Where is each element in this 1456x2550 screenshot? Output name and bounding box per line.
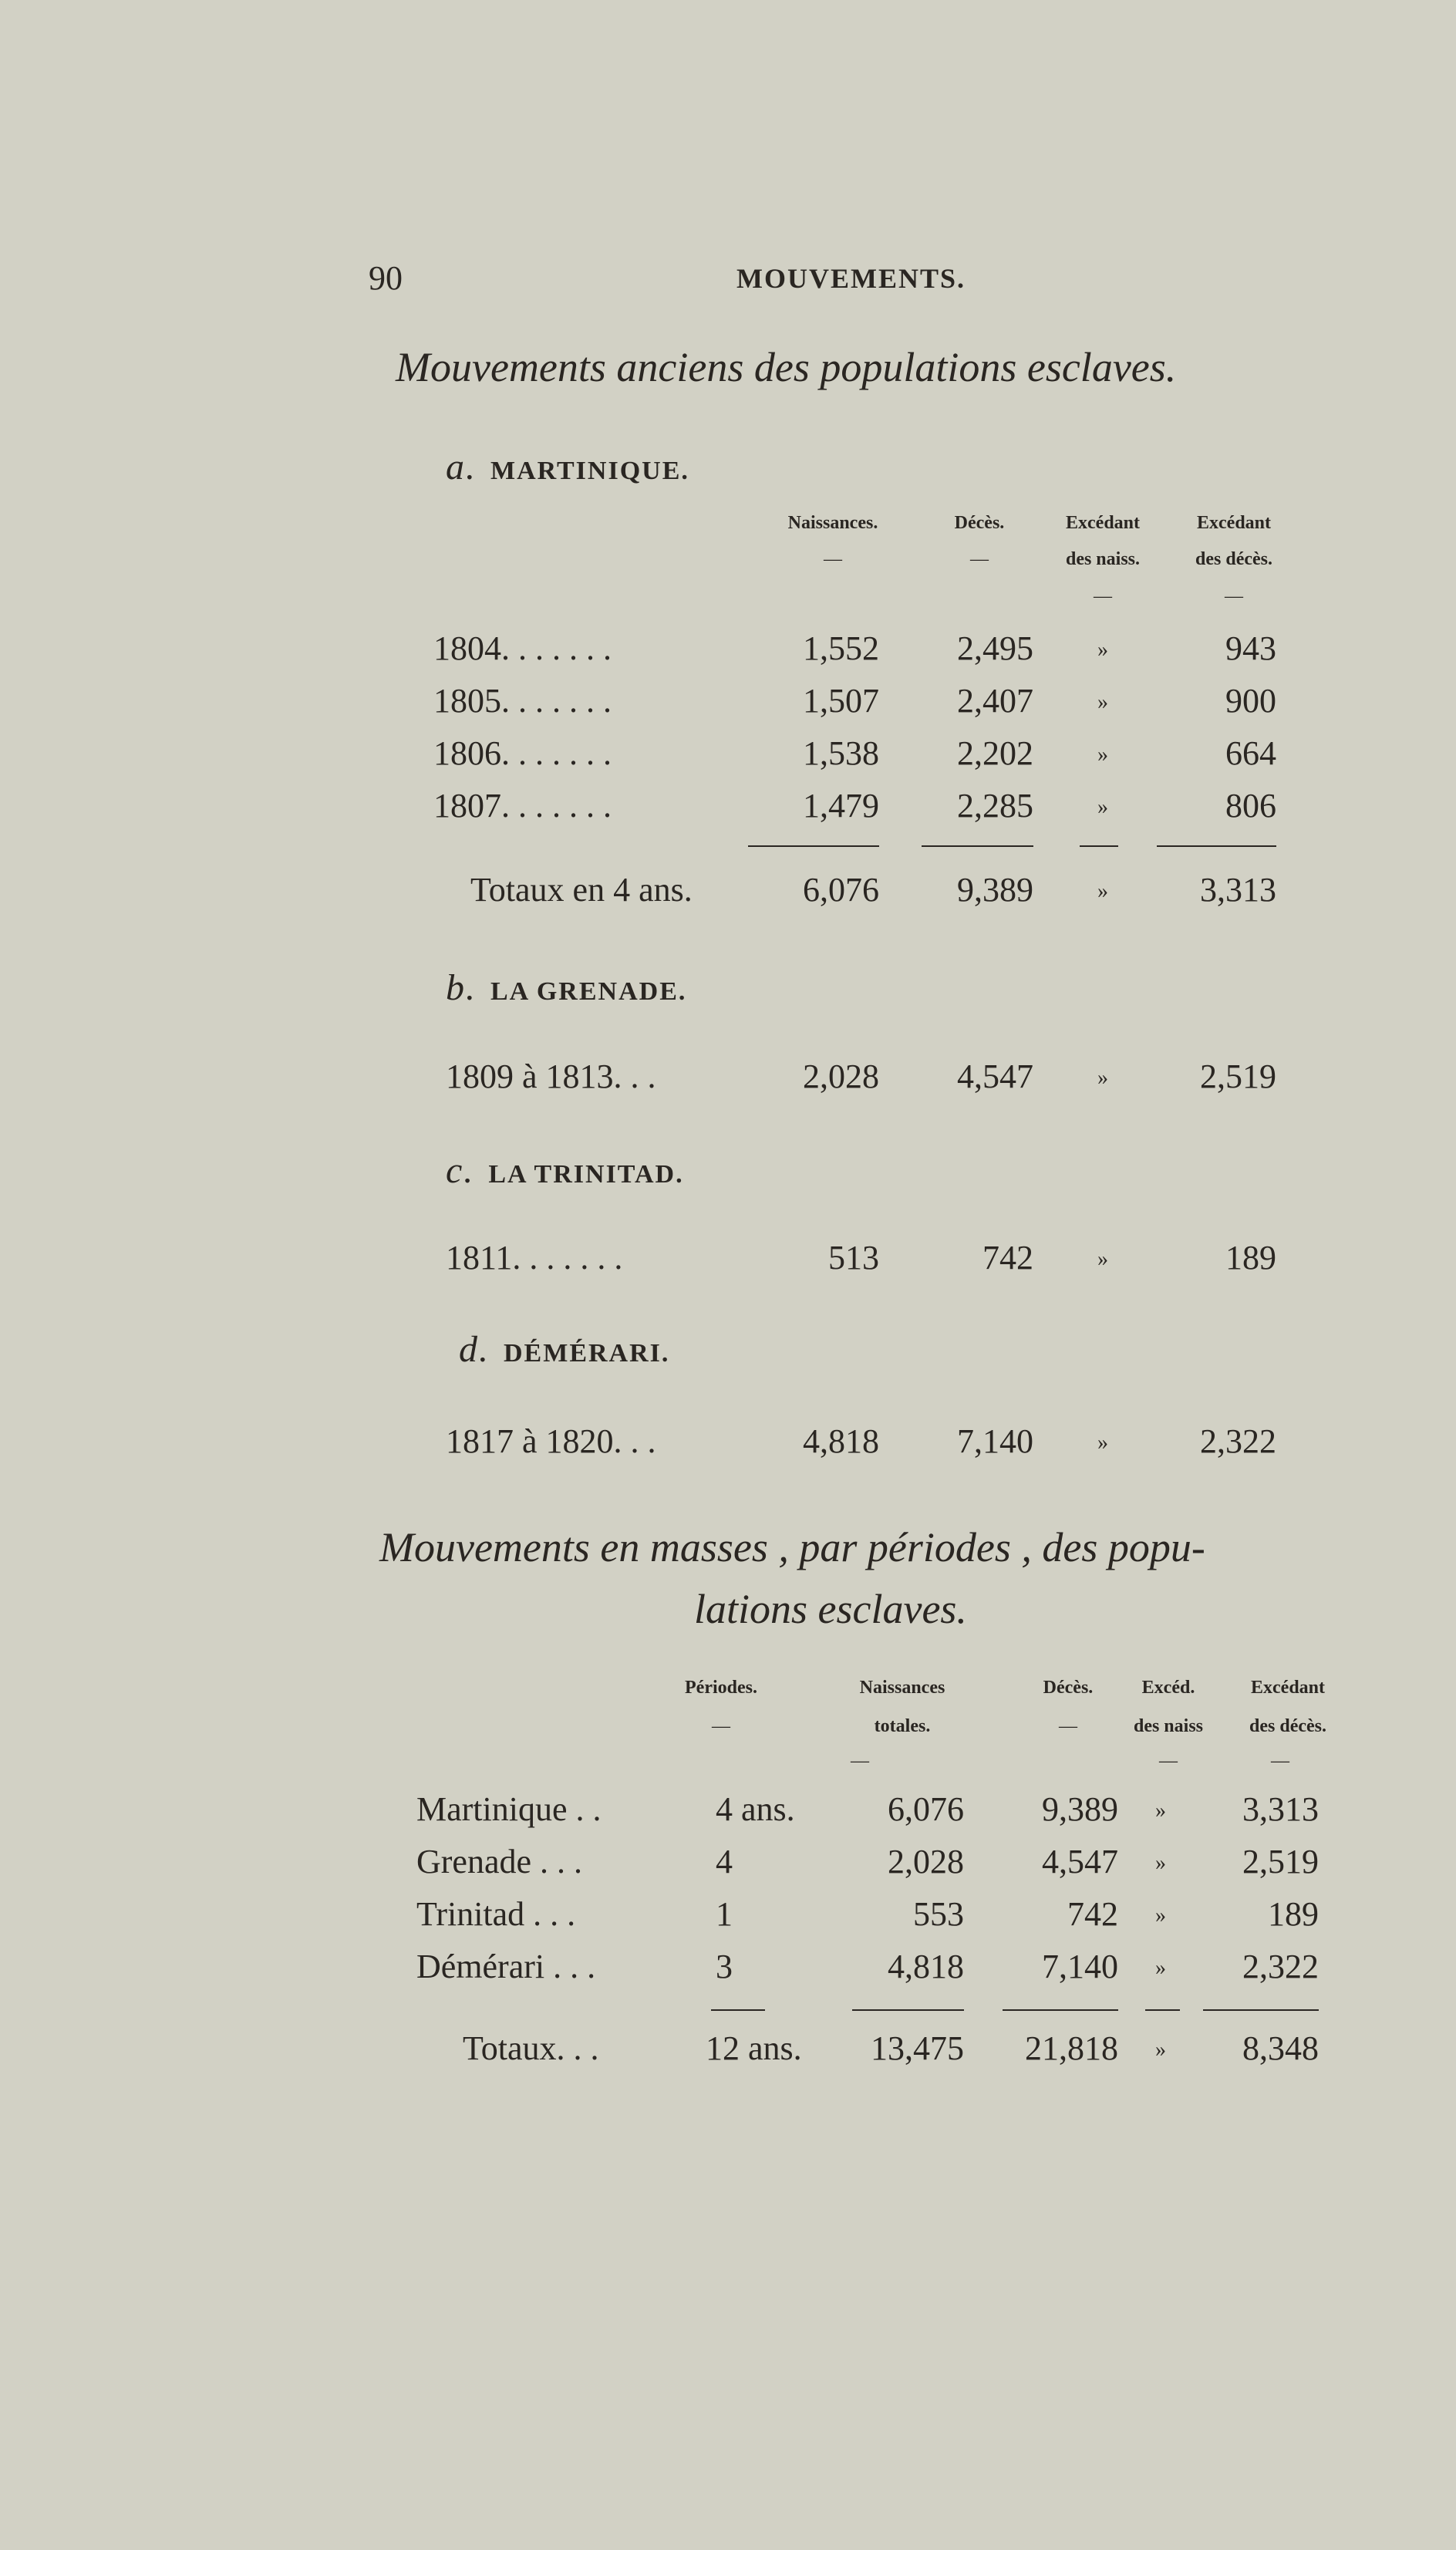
cell-deces: 742 — [982, 1239, 1033, 1277]
total-exc-deces: 8,348 — [1242, 2029, 1319, 2067]
t1-header-naissances: Naissances. — [787, 513, 878, 533]
cell-periode: 4 — [716, 1843, 733, 1880]
cell-deces: 2,202 — [957, 734, 1033, 772]
total-naissances: 13,475 — [871, 2029, 964, 2067]
cell-exc-deces: 189 — [1225, 1239, 1276, 1277]
row-label: 1805. . . . . . . — [433, 682, 612, 720]
t1-dash-exc-naiss: — — [1094, 586, 1112, 606]
section-a-letter: a. — [446, 447, 477, 487]
cell-naissances: 4,818 — [803, 1422, 879, 1460]
t2-header-naissances-1: Naissances — [859, 1678, 945, 1698]
cell-naissances: 2,028 — [888, 1843, 964, 1880]
t1-rule-deces — [922, 845, 1033, 847]
total-deces: 9,389 — [957, 871, 1033, 909]
cell-periode: 4 ans. — [716, 1790, 795, 1828]
cell-deces: 9,389 — [1042, 1790, 1118, 1828]
t1-header-exc-naiss-1: Excédant — [1066, 513, 1140, 533]
t2-dash-periodes: — — [712, 1716, 730, 1736]
t2-dash-exced-naiss: — — [1159, 1751, 1178, 1771]
table2-title-line1: Mouvements en masses , par périodes , des popu- — [379, 1524, 1205, 1570]
section-b-heading — [446, 966, 686, 1009]
t2-header-periodes: Périodes. — [685, 1678, 757, 1698]
section-b-letter: b. — [446, 967, 477, 1008]
t2-rule-deces — [1003, 2009, 1118, 2011]
t2-rule-exc-deces — [1203, 2009, 1319, 2011]
cell-exc-naiss: » — [1097, 690, 1108, 714]
cell-exc-naiss: » — [1155, 1956, 1166, 1980]
row-label: 1809 à 1813. . . — [446, 1057, 656, 1095]
cell-exc-deces: 189 — [1268, 1895, 1319, 1933]
t2-dash-naissances: — — [851, 1751, 869, 1771]
table2-title-line2: lations esclaves. — [694, 1586, 967, 1632]
total-periode: 12 ans. — [706, 2029, 802, 2067]
total-naissances: 6,076 — [803, 871, 879, 909]
cell-exc-naiss: » — [1097, 743, 1108, 767]
cell-deces: 2,495 — [957, 629, 1033, 667]
cell-exc-deces: 943 — [1225, 629, 1276, 667]
t1-rule-naissances — [748, 845, 879, 847]
t2-dash-deces: — — [1059, 1716, 1077, 1736]
t1-header-exc-deces-1: Excédant — [1197, 513, 1271, 533]
table1-title: Mouvements anciens des populations esclaves. — [396, 344, 1177, 390]
total-exc-deces: 3,313 — [1200, 871, 1276, 909]
row-label: Trinitad . . . — [416, 1895, 576, 1933]
cell-naissances: 1,507 — [803, 682, 879, 720]
section-c-heading — [446, 1149, 684, 1192]
t2-rule-periode — [711, 2009, 765, 2011]
section-a-name: MARTINIQUE. — [490, 457, 689, 485]
t1-rule-exc-naiss — [1080, 845, 1118, 847]
t2-header-deces: Décès. — [1043, 1678, 1094, 1698]
section-c-letter: c. — [446, 1150, 475, 1191]
row-label: 1817 à 1820. . . — [446, 1422, 656, 1460]
cell-exc-naiss: » — [1097, 1247, 1108, 1271]
cell-exc-naiss: » — [1097, 1066, 1108, 1090]
cell-naissances: 1,552 — [803, 629, 879, 667]
cell-deces: 7,140 — [1042, 1948, 1118, 1985]
section-d-heading — [459, 1328, 669, 1371]
section-b-name: LA GRENADE. — [490, 977, 687, 1006]
cell-exc-deces: 2,519 — [1200, 1057, 1276, 1095]
t1-rule-exc-deces — [1157, 845, 1276, 847]
cell-exc-deces: 900 — [1225, 682, 1276, 720]
cell-exc-naiss: » — [1097, 795, 1108, 819]
row-label: Démérari . . . — [416, 1948, 596, 1985]
cell-naissances: 2,028 — [803, 1057, 879, 1095]
cell-exc-naiss: » — [1097, 638, 1108, 662]
t1-header-exc-naiss-2: des naiss. — [1065, 549, 1141, 569]
cell-periode: 1 — [716, 1895, 733, 1933]
t2-header-exced-naiss-2: des naiss — [1133, 1716, 1204, 1736]
row-label: 1804. . . . . . . — [433, 629, 612, 667]
cell-deces: 742 — [1067, 1895, 1118, 1933]
t2-rule-exc-naiss — [1145, 2009, 1180, 2011]
row-label: 1807. . . . . . . — [433, 787, 612, 825]
t2-dash-exced-deces: — — [1271, 1751, 1289, 1771]
t2-header-naissances-2: totales. — [874, 1716, 931, 1736]
t1-dash-exc-deces: — — [1225, 586, 1243, 606]
running-head: MOUVEMENTS. — [736, 263, 966, 294]
row-label: Grenade . . . — [416, 1843, 583, 1880]
row-label: 1806. . . . . . . — [433, 734, 612, 772]
cell-deces: 7,140 — [957, 1422, 1033, 1460]
t2-header-exced-naiss-1: Excéd. — [1141, 1678, 1195, 1698]
row-label: 1811. . . . . . . — [446, 1239, 623, 1277]
cell-exc-deces: 806 — [1225, 787, 1276, 825]
cell-naissances: 1,479 — [803, 787, 879, 825]
cell-deces: 2,285 — [957, 787, 1033, 825]
cell-exc-naiss: » — [1155, 1904, 1166, 1928]
total-label: Totaux en 4 ans. — [470, 871, 693, 909]
t2-rule-naissances — [852, 2009, 964, 2011]
t2-header-exced-deces-2: des décès. — [1249, 1716, 1326, 1736]
page-number: 90 — [369, 259, 403, 297]
total-exc-naiss: » — [1097, 879, 1108, 903]
cell-naissances: 513 — [828, 1239, 879, 1277]
cell-exc-deces: 2,519 — [1242, 1843, 1319, 1880]
cell-exc-deces: 664 — [1225, 734, 1276, 772]
total-label: Totaux. . . — [463, 2029, 599, 2067]
t1-header-deces: Décès. — [954, 513, 1005, 533]
section-a-heading — [446, 446, 689, 488]
t1-dash-naissances: — — [824, 549, 842, 569]
cell-exc-naiss: » — [1097, 1431, 1108, 1455]
cell-exc-deces: 2,322 — [1242, 1948, 1319, 1985]
cell-naissances: 1,538 — [803, 734, 879, 772]
total-deces: 21,818 — [1025, 2029, 1118, 2067]
section-d-letter: d. — [459, 1329, 490, 1370]
cell-naissances: 6,076 — [888, 1790, 964, 1828]
total-exc-naiss: » — [1155, 2038, 1166, 2062]
section-d-name: DÉMÉRARI. — [504, 1339, 670, 1368]
cell-deces: 4,547 — [1042, 1843, 1118, 1880]
cell-naissances: 553 — [913, 1895, 964, 1933]
t1-header-exc-deces-2: des décès. — [1195, 549, 1272, 569]
cell-exc-naiss: » — [1155, 1799, 1166, 1823]
cell-exc-naiss: » — [1155, 1851, 1166, 1875]
cell-periode: 3 — [716, 1948, 733, 1985]
cell-exc-deces: 3,313 — [1242, 1790, 1319, 1828]
cell-deces: 4,547 — [957, 1057, 1033, 1095]
row-label: Martinique . . — [416, 1790, 602, 1828]
cell-deces: 2,407 — [957, 682, 1033, 720]
t2-header-exced-deces-1: Excédant — [1251, 1678, 1325, 1698]
section-c-name: LA TRINITAD. — [488, 1160, 684, 1189]
cell-naissances: 4,818 — [888, 1948, 964, 1985]
t1-dash-deces: — — [970, 549, 989, 569]
cell-exc-deces: 2,322 — [1200, 1422, 1276, 1460]
